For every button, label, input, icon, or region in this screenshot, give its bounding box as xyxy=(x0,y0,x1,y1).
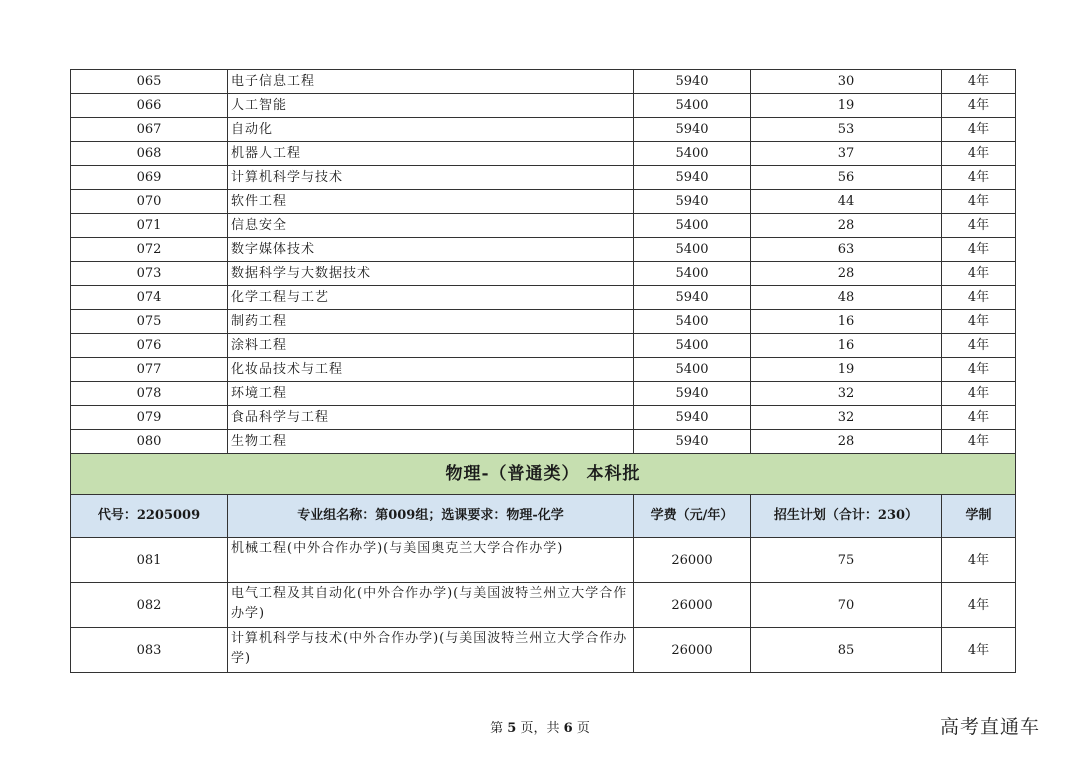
tuition-fee: 5400 xyxy=(634,214,751,238)
major-name: 化学工程与工艺 xyxy=(228,286,634,310)
major-code: 068 xyxy=(71,142,228,166)
admission-plan-table xyxy=(70,69,1016,673)
enrollment-plan: 28 xyxy=(751,262,942,286)
major-code: 066 xyxy=(71,94,228,118)
table-row xyxy=(71,310,1016,334)
table-row xyxy=(71,583,1016,628)
major-code: 083 xyxy=(71,628,228,673)
major-name: 数据科学与大数据技术 xyxy=(228,262,634,286)
tuition-fee: 26000 xyxy=(634,583,751,628)
page-number: 5 xyxy=(507,721,517,736)
major-code: 079 xyxy=(71,406,228,430)
table-row xyxy=(71,430,1016,454)
enrollment-plan: 19 xyxy=(751,358,942,382)
tuition-fee: 5400 xyxy=(634,334,751,358)
major-code: 078 xyxy=(71,382,228,406)
group-header-row xyxy=(71,495,1016,538)
major-code: 076 xyxy=(71,334,228,358)
tuition-fee: 5400 xyxy=(634,142,751,166)
tuition-fee: 5940 xyxy=(634,382,751,406)
study-duration: 4年 xyxy=(942,382,1016,406)
study-duration: 4年 xyxy=(942,142,1016,166)
study-duration: 4年 xyxy=(942,166,1016,190)
study-duration: 4年 xyxy=(942,538,1016,583)
major-code: 077 xyxy=(71,358,228,382)
major-code: 065 xyxy=(71,70,228,94)
major-code: 082 xyxy=(71,583,228,628)
major-name: 机械工程(中外合作办学)(与美国奥克兰大学合作办学) xyxy=(228,538,634,583)
major-name: 计算机科学与技术(中外合作办学)(与美国波特兰州立大学合作办学) xyxy=(228,628,634,673)
table-row xyxy=(71,214,1016,238)
tuition-fee: 5940 xyxy=(634,70,751,94)
enrollment-plan: 30 xyxy=(751,70,942,94)
enrollment-plan: 48 xyxy=(751,286,942,310)
enrollment-plan: 85 xyxy=(751,628,942,673)
major-code: 070 xyxy=(71,190,228,214)
page-suffix: 页 xyxy=(576,721,590,736)
tuition-fee: 5940 xyxy=(634,406,751,430)
major-name: 电子信息工程 xyxy=(228,70,634,94)
enrollment-plan: 75 xyxy=(751,538,942,583)
study-duration: 4年 xyxy=(942,190,1016,214)
table-row xyxy=(71,538,1016,583)
study-duration: 4年 xyxy=(942,583,1016,628)
major-name: 食品科学与工程 xyxy=(228,406,634,430)
tuition-fee: 5940 xyxy=(634,190,751,214)
tuition-fee: 26000 xyxy=(634,538,751,583)
table-row xyxy=(71,406,1016,430)
tuition-fee: 5940 xyxy=(634,118,751,142)
study-duration: 4年 xyxy=(942,238,1016,262)
tuition-fee: 5400 xyxy=(634,358,751,382)
major-code: 069 xyxy=(71,166,228,190)
tuition-header: 学费（元/年） xyxy=(634,495,751,538)
page-total: 6 xyxy=(563,721,573,736)
table-row xyxy=(71,142,1016,166)
tuition-fee: 5940 xyxy=(634,166,751,190)
major-name: 制药工程 xyxy=(228,310,634,334)
major-name: 涂料工程 xyxy=(228,334,634,358)
admission-plan-sheet xyxy=(70,69,1009,673)
enrollment-plan: 44 xyxy=(751,190,942,214)
tuition-fee: 26000 xyxy=(634,628,751,673)
enrollment-plan: 53 xyxy=(751,118,942,142)
major-code: 075 xyxy=(71,310,228,334)
major-name: 计算机科学与技术 xyxy=(228,166,634,190)
enrollment-plan: 28 xyxy=(751,214,942,238)
major-code: 081 xyxy=(71,538,228,583)
table-row xyxy=(71,628,1016,673)
tuition-fee: 5400 xyxy=(634,238,751,262)
major-code: 067 xyxy=(71,118,228,142)
major-name: 环境工程 xyxy=(228,382,634,406)
table-row xyxy=(71,334,1016,358)
enrollment-plan: 63 xyxy=(751,238,942,262)
table-row xyxy=(71,262,1016,286)
major-name: 生物工程 xyxy=(228,430,634,454)
page-footer xyxy=(0,717,1080,736)
major-name: 软件工程 xyxy=(228,190,634,214)
tuition-fee: 5940 xyxy=(634,286,751,310)
enrollment-plan: 16 xyxy=(751,310,942,334)
major-code: 080 xyxy=(71,430,228,454)
study-duration: 4年 xyxy=(942,358,1016,382)
tuition-fee: 5400 xyxy=(634,94,751,118)
major-name: 人工智能 xyxy=(228,94,634,118)
major-code: 074 xyxy=(71,286,228,310)
enrollment-plan: 28 xyxy=(751,430,942,454)
group-name-header: 专业组名称：第009组；选课要求：物理-化学 xyxy=(228,495,634,538)
table-row xyxy=(71,166,1016,190)
enrollment-plan: 32 xyxy=(751,382,942,406)
study-duration: 4年 xyxy=(942,70,1016,94)
study-duration: 4年 xyxy=(942,214,1016,238)
major-name: 电气工程及其自动化(中外合作办学)(与美国波特兰州立大学合作办学) xyxy=(228,583,634,628)
major-code: 072 xyxy=(71,238,228,262)
major-code: 071 xyxy=(71,214,228,238)
tuition-fee: 5940 xyxy=(634,430,751,454)
section-title-row xyxy=(71,454,1016,495)
plan-header: 招生计划（合计：230） xyxy=(751,495,942,538)
enrollment-plan: 56 xyxy=(751,166,942,190)
study-duration: 4年 xyxy=(942,430,1016,454)
page-middle: 页，共 xyxy=(520,721,560,736)
table-row xyxy=(71,94,1016,118)
major-name: 化妆品技术与工程 xyxy=(228,358,634,382)
study-duration: 4年 xyxy=(942,118,1016,142)
group-code-header: 代号：2205009 xyxy=(71,495,228,538)
table-row xyxy=(71,238,1016,262)
table-row xyxy=(71,70,1016,94)
page-prefix: 第 xyxy=(490,721,504,736)
study-duration: 4年 xyxy=(942,94,1016,118)
enrollment-plan: 19 xyxy=(751,94,942,118)
study-duration: 4年 xyxy=(942,310,1016,334)
enrollment-plan: 16 xyxy=(751,334,942,358)
table-row xyxy=(71,358,1016,382)
table-row xyxy=(71,382,1016,406)
enrollment-plan: 32 xyxy=(751,406,942,430)
table-body xyxy=(71,70,1016,673)
study-duration: 4年 xyxy=(942,334,1016,358)
study-duration: 4年 xyxy=(942,286,1016,310)
tuition-fee: 5400 xyxy=(634,262,751,286)
study-duration: 4年 xyxy=(942,406,1016,430)
major-name: 数字媒体技术 xyxy=(228,238,634,262)
table-row xyxy=(71,286,1016,310)
major-name: 自动化 xyxy=(228,118,634,142)
study-duration: 4年 xyxy=(942,628,1016,673)
duration-header: 学制 xyxy=(942,495,1016,538)
table-row xyxy=(71,190,1016,214)
major-code: 073 xyxy=(71,262,228,286)
watermark-text: 高考直通车 xyxy=(940,716,1041,738)
study-duration: 4年 xyxy=(942,262,1016,286)
major-name: 机器人工程 xyxy=(228,142,634,166)
enrollment-plan: 37 xyxy=(751,142,942,166)
tuition-fee: 5400 xyxy=(634,310,751,334)
table-row xyxy=(71,118,1016,142)
enrollment-plan: 70 xyxy=(751,583,942,628)
major-name: 信息安全 xyxy=(228,214,634,238)
section-title: 物理-（普通类） 本科批 xyxy=(71,454,1016,495)
